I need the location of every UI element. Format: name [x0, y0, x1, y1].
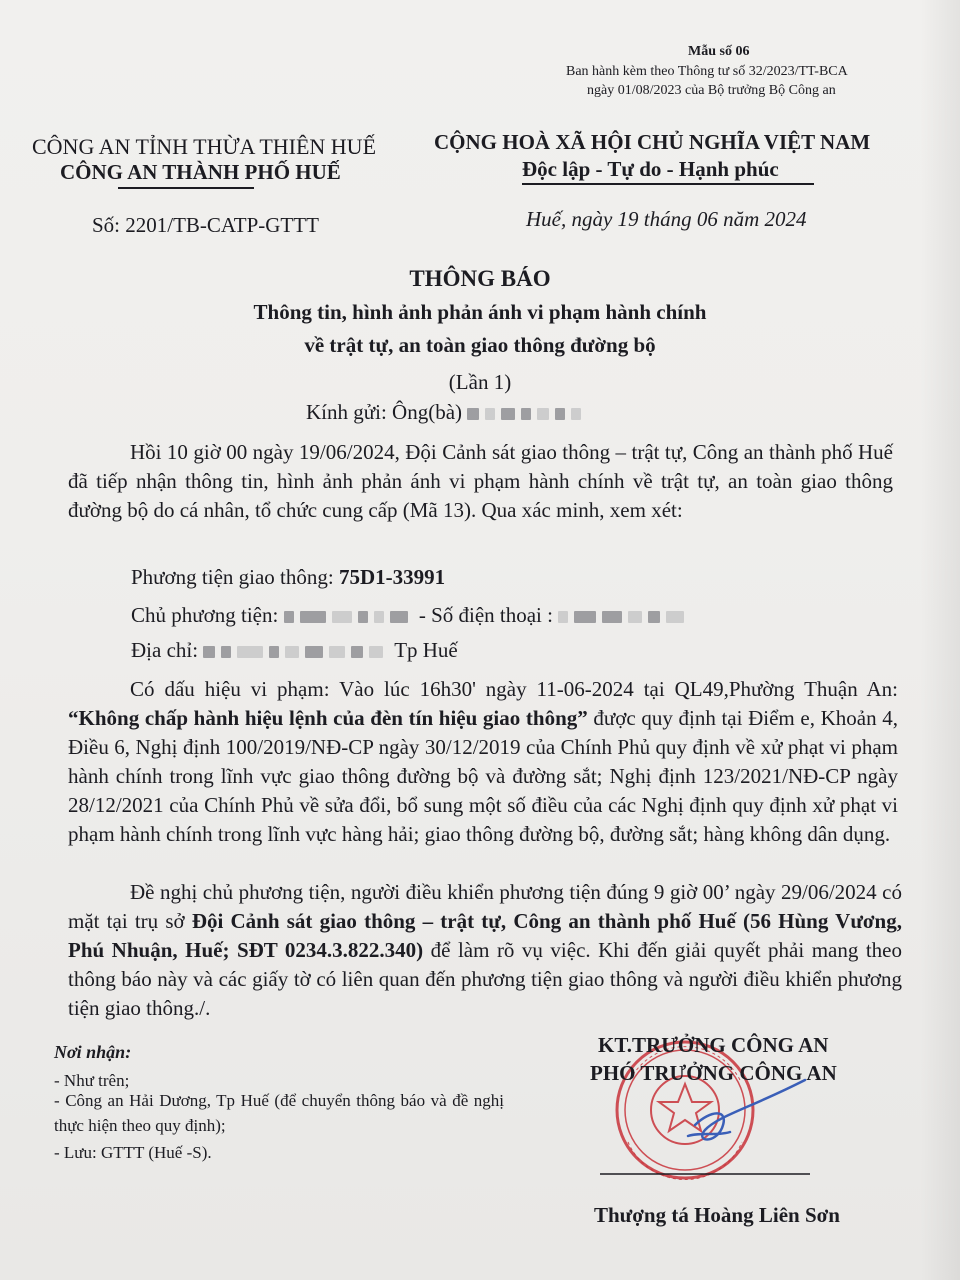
- agency-underline: [118, 187, 254, 189]
- violation-paragraph: [68, 675, 898, 849]
- address-line: [131, 638, 458, 663]
- recipient-item: - Như trên;: [54, 1071, 130, 1090]
- redacted-name: [467, 400, 587, 424]
- agency-parent: CÔNG AN TỈNH THỪA THIÊN HUẾ: [32, 134, 377, 159]
- document-title: THÔNG BÁO: [409, 266, 551, 291]
- request-paragraph: [68, 878, 902, 1023]
- recipient-item: - Công an Hải Dương, Tp Huế (để chuyển thông báo và đề nghị thực hiện theo quy định);: [54, 1091, 504, 1135]
- subtitle-line-2: về trật tự, an toàn giao thông đường bộ: [304, 333, 656, 357]
- address-suffix: Tp Huế: [394, 638, 458, 662]
- violation-text-1: Có dấu hiệu vi phạm: Vào lúc 16h30' ngày 11-06-2024 tại QL49,Phường Thuận An:: [130, 677, 898, 701]
- document-number: Số: 2201/TB-CATP-GTTT: [92, 213, 319, 237]
- signature-title-2: PHÓ TRƯỞNG CÔNG AN: [590, 1061, 837, 1085]
- vehicle-plate: 75D1-33991: [338, 565, 446, 589]
- recipient-item: - Lưu: GTTT (Huế -S).: [54, 1143, 212, 1162]
- redacted-owner: [284, 603, 419, 627]
- form-issued-with: Ban hành kèm theo Thông tư số 32/2023/TT-BCA: [566, 64, 848, 79]
- address-label: Địa chỉ:: [131, 638, 199, 662]
- request-text-1: Đề nghị chủ phương tiện, người điều khiển phương tiện đúng 9 giờ 00’ ngày 29/06/2024 có mặt tại trụ sở: [68, 880, 902, 933]
- vehicle-label: Phương tiện giao thông:: [131, 565, 339, 589]
- addressee-label: Kính gửi: Ông(bà): [306, 400, 463, 424]
- national-motto: Độc lập - Tự do - Hạnh phúc: [522, 157, 779, 181]
- handwritten-signature: [688, 1080, 805, 1140]
- signer-name: Thượng tá Hoàng Liên Sơn: [594, 1203, 840, 1227]
- notice-times: (Lần 1): [448, 370, 512, 394]
- addressee-line: [306, 400, 587, 425]
- vehicle-line: [131, 565, 445, 590]
- motto-underline: [522, 183, 814, 185]
- phone-label: - Số điện thoại :: [418, 603, 553, 627]
- intro-paragraph: Hồi 10 giờ 00 ngày 19/06/2024, Đội Cảnh sát giao thông – trật tự, Công an thành phố Huế đã tiếp nhận thông tin, hình ảnh phản ánh vi phạm hành chính về trật tự, an toàn giao thông đường bộ do cá nhân, tổ chức cung cấp (Mã 13). Qua xác minh, xem xét:: [68, 440, 893, 522]
- country-name: CỘNG HOÀ XÃ HỘI CHỦ NGHĨA VIỆT NAM: [434, 130, 871, 154]
- subtitle-line-1: Thông tin, hình ảnh phản ánh vi phạm hành chính: [253, 300, 707, 324]
- form-issued-date: ngày 01/08/2023 của Bộ trưởng Bộ Công an: [587, 83, 836, 98]
- owner-label: Chủ phương tiện:: [131, 603, 279, 627]
- form-number: Mẫu số 06: [688, 44, 750, 59]
- violation-name: “Không chấp hành hiệu lệnh của đèn tín hiệu giao thông”: [68, 706, 588, 730]
- signature-title-1: KT.TRƯỞNG CÔNG AN: [598, 1033, 829, 1057]
- recipients-title: Nơi nhận:: [54, 1042, 132, 1062]
- place-date: Huế, ngày 19 tháng 06 năm 2024: [526, 207, 807, 231]
- violation-text-2: được quy định tại Điểm e, Khoản 4, Điều 6, Nghị định 100/2019/NĐ-CP ngày 30/12/2019 của Chính Phủ quy định về xử phạt vi phạm hành chính trong lĩnh vực giao thông đường bộ và đường sắt; Nghị định 123/2021/NĐ-CP ngày 28/12/2021 của Chính Phủ về sửa đổi, bổ sung một số điều của các Nghị định quy định xử phạt vi phạm hành chính trong lĩnh vực hàng hải; giao thông đường bộ, đường sắt; hàng không dân dụng.: [68, 706, 898, 846]
- page-shadow: [920, 0, 960, 1280]
- agency-name: CÔNG AN THÀNH PHỐ HUẾ: [60, 160, 341, 184]
- redacted-address: [203, 638, 394, 662]
- request-text-2: để làm rõ vụ việc. Khi đến giải quyết phải mang theo thông báo này và các giấy tờ có liên quan đến phương tiện giao thông và người điều khiển phương tiện giao thông./.: [68, 938, 903, 1020]
- owner-line: [131, 603, 690, 628]
- request-place: Đội Cảnh sát giao thông – trật tự, Công an thành phố Huế (56 Hùng Vương, Phú Nhuận, Huế; SĐT 0234.3.822.340): [68, 909, 902, 962]
- redacted-phone: [558, 603, 690, 627]
